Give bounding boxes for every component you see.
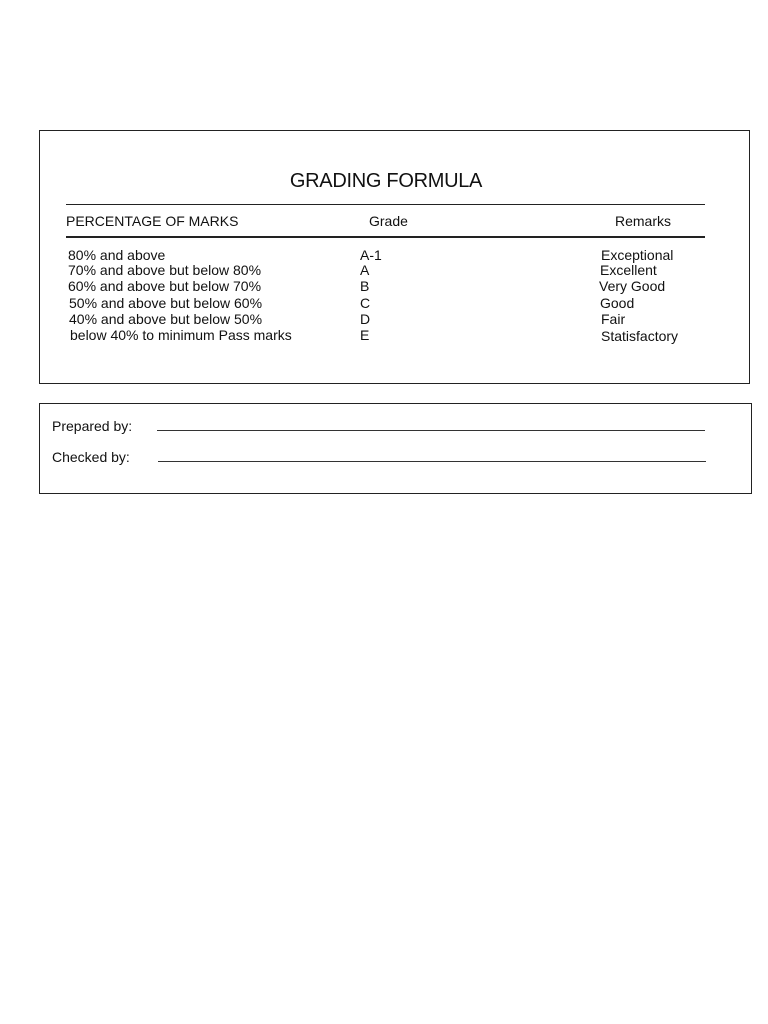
row-remark: Very Good — [599, 278, 666, 294]
row-range: 70% and above but below 80% — [68, 262, 262, 278]
row-grade: B — [360, 278, 370, 294]
row-grade: D — [360, 311, 371, 327]
prepared-by-signature-line — [157, 430, 705, 431]
header-grade: Grade — [369, 213, 408, 229]
grading-formula-title: GRADING FORMULA — [289, 170, 483, 192]
header-top-rule — [66, 204, 705, 205]
row-range: 50% and above but below 60% — [69, 295, 263, 311]
row-remark: Statisfactory — [601, 328, 679, 344]
row-range: 80% and above — [68, 247, 166, 263]
row-range: 60% and above but below 70% — [68, 278, 262, 294]
signoff-box — [39, 403, 752, 494]
checked-by-label: Checked by: — [52, 449, 130, 465]
row-grade: A-1 — [360, 247, 382, 263]
row-remark: Excellent — [600, 262, 657, 278]
row-remark: Good — [600, 295, 635, 311]
row-remark: Exceptional — [601, 247, 674, 263]
checked-by-signature-line — [158, 461, 706, 462]
row-grade: E — [360, 327, 370, 343]
row-range: 40% and above but below 50% — [69, 311, 263, 327]
header-bottom-rule — [66, 236, 705, 238]
header-remarks: Remarks — [615, 213, 672, 229]
row-grade: A — [360, 262, 370, 278]
row-grade: C — [360, 295, 371, 311]
header-percentage: PERCENTAGE OF MARKS — [66, 213, 239, 229]
row-range: below 40% to minimum Pass marks — [70, 327, 292, 343]
prepared-by-label: Prepared by: — [52, 418, 133, 434]
row-remark: Fair — [601, 311, 626, 327]
